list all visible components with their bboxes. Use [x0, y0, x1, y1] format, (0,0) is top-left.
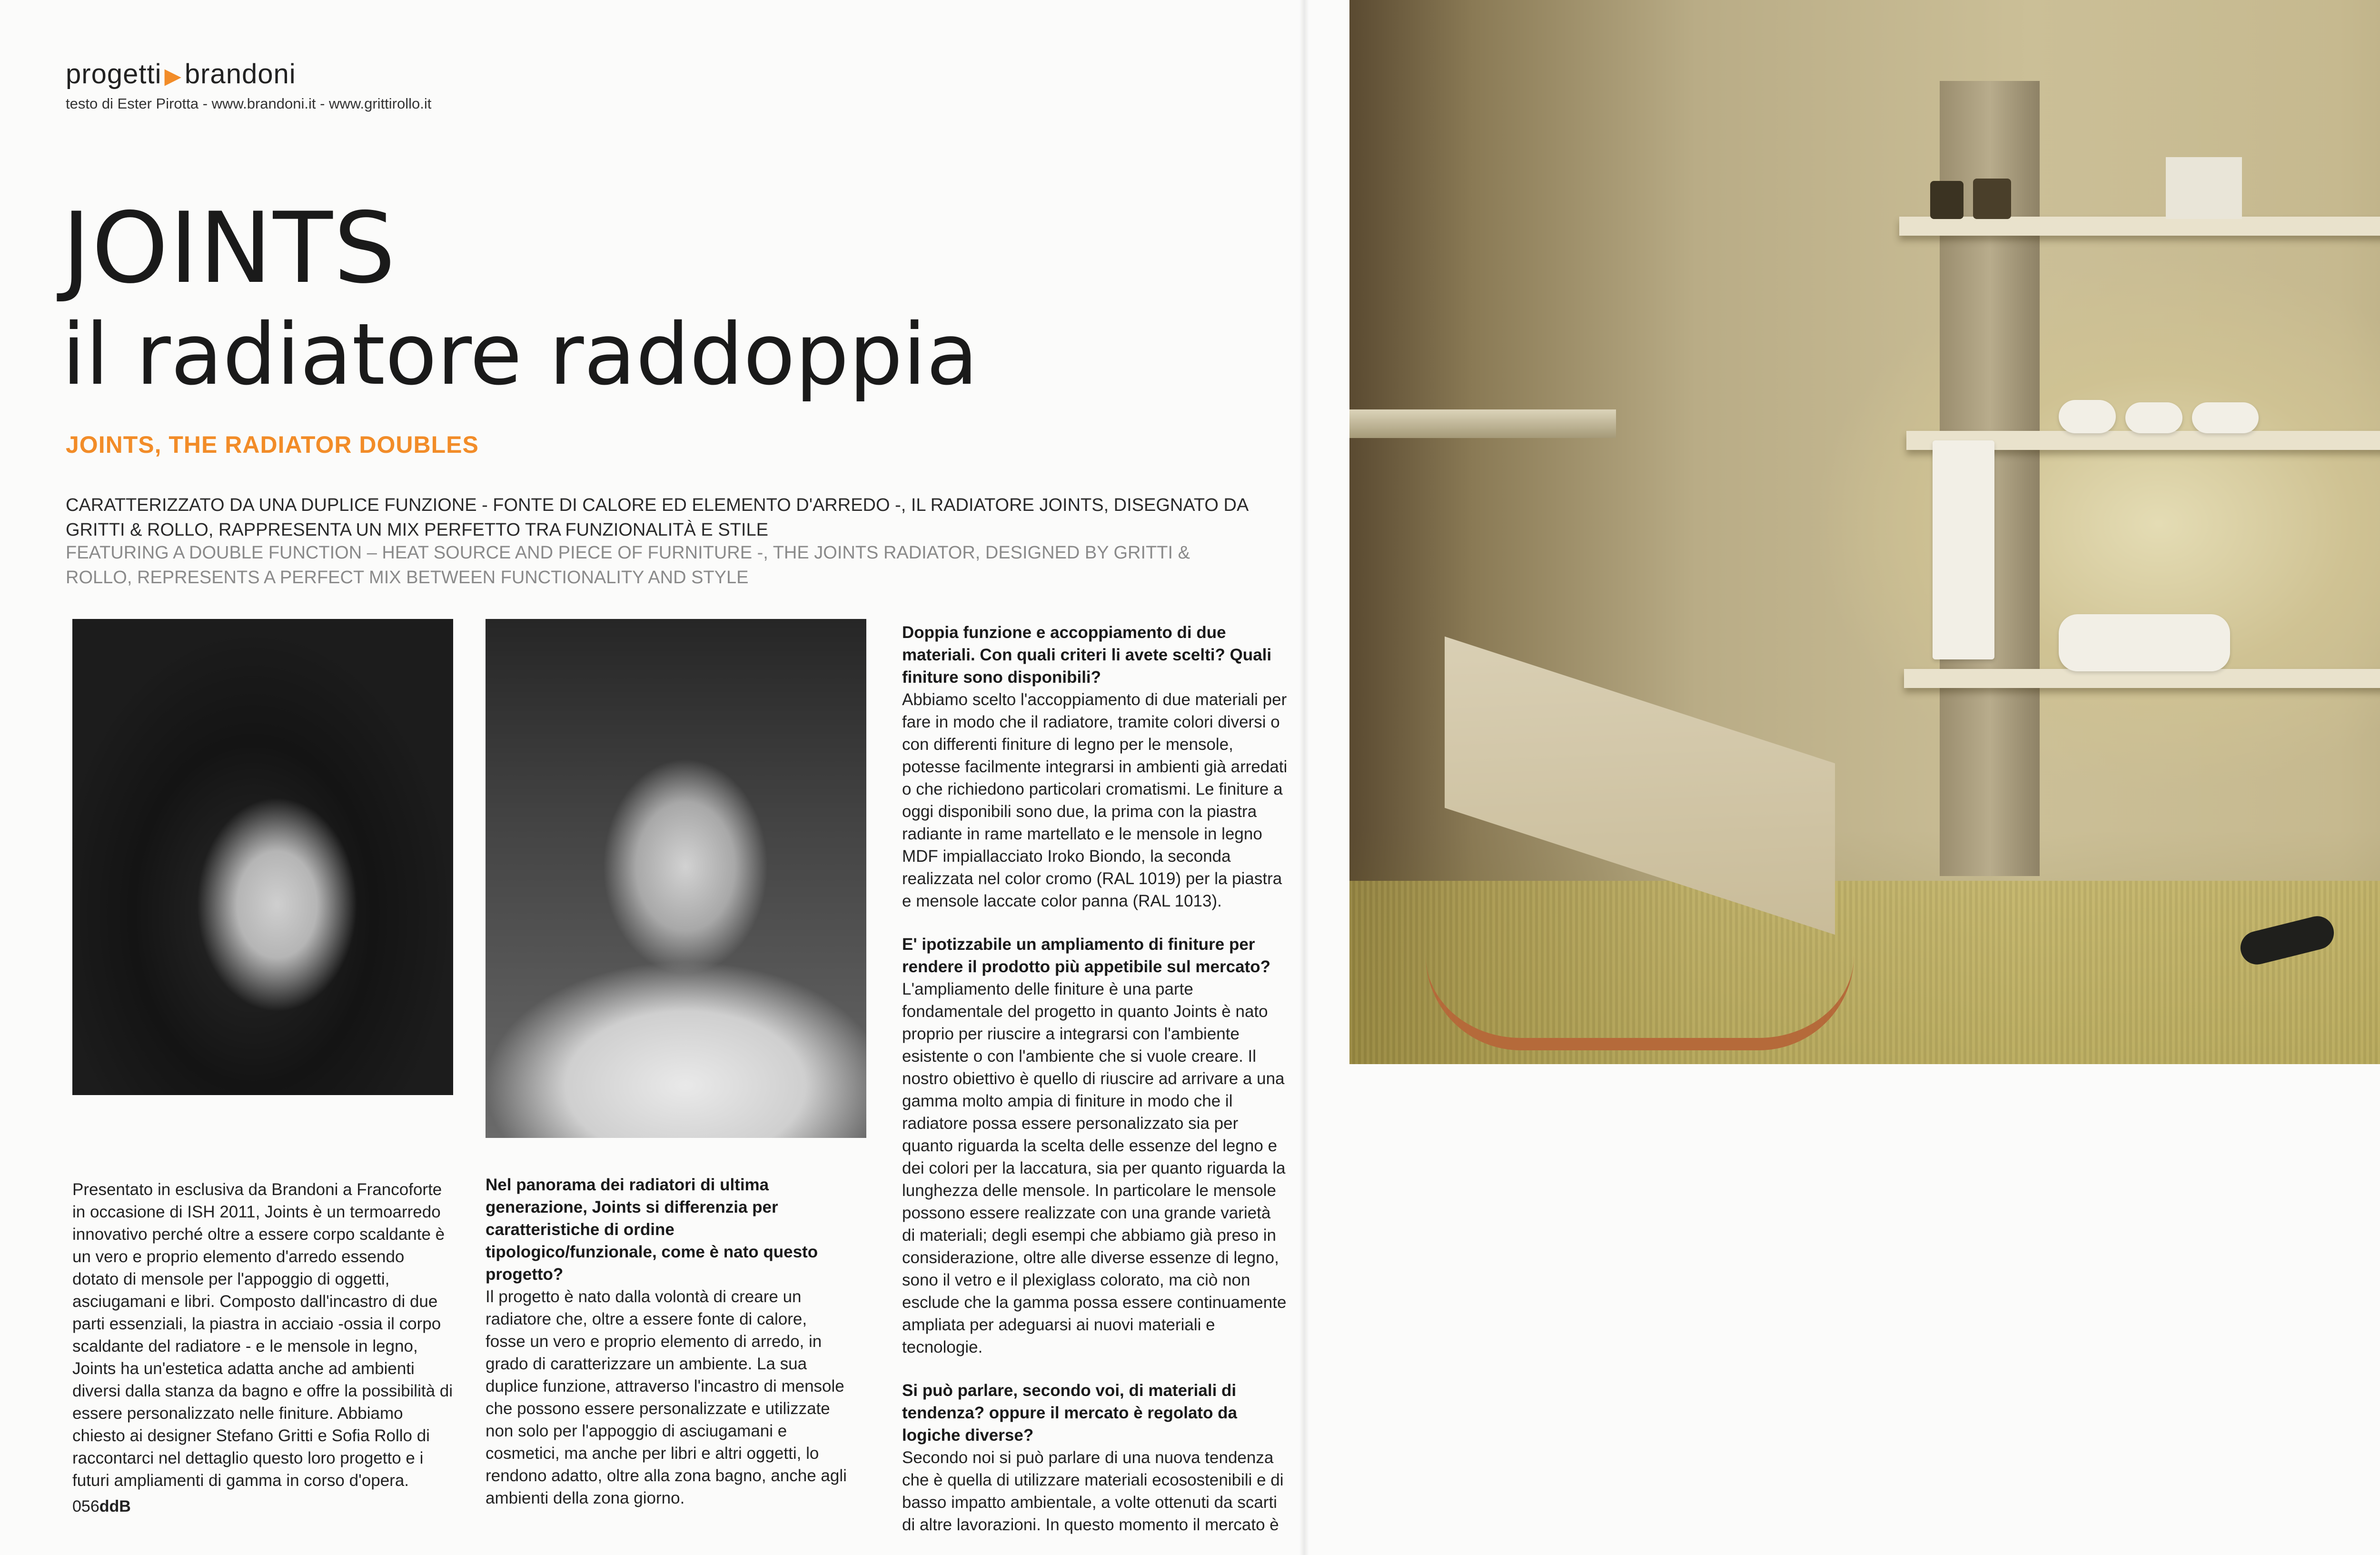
shelf-top: [1899, 217, 2380, 236]
rolled-towel: [2059, 400, 2116, 433]
page-folio-left: [72, 1497, 131, 1516]
headline-line-1: JOINTS: [62, 192, 397, 305]
answer-4: Secondo noi si può parlare di una nuova tendenza che è quella di utilizzare materiali ecosostenibili e di basso impatto ambientale, a volte ottenuti da scarti di altre lavorazioni. In questo momento il mercato è: [902, 1448, 1284, 1534]
lead-italian: CARATTERIZZATO DA UNA DUPLICE FUNZIONE - FONTE DI CALORE ED ELEMENTO D'ARREDO -, IL RADIATORE JOINTS, DISEGNATO DA GRITTI & ROLLO, RAPPRESENTA UN MIX PERFETTO TRA FUNZIONALITÀ E STILE: [66, 495, 1248, 540]
answer-1: Il progetto è nato dalla volontà di creare un radiatore che, oltre a essere fonte di calore, fosse un vero e proprio elemento di arredo, in grado di caratterizzare un ambiente. La sua duplice funzione, attraverso l'incastro di mensole che possono essere personalizzate e utilizzate non solo per l'appoggio di asciugamani e cosmetici, ma anche per libri e altri oggetti, lo rendono adatto, oltre alla zona bagno, anche agli ambienti della zona giorno.: [486, 1287, 847, 1507]
portrait-sofia-rollo: [72, 619, 453, 1095]
intro-paragraph: Presentato in esclusiva da Brandoni a Francoforte in occasione di ISH 2011, Joints è un termoarredo innovativo perché oltre a essere corpo scaldante è un vero e proprio elemento d'arredo essendo dotato di mensole per l'appoggio di oggetti, asciugamani e libri. Composto dall'incastro di due parti essenziali, la piastra in acciaio -ossia il corpo scaldante del radiatore - e le mensole in legno, Joints ha un'estetica adatta anche ad ambienti diversi dalla stanza da bagno e offre la possibilità di essere personalizzato nelle finiture. Abbiamo chiesto ai designer Stefano Gritti e Sofia Rollo di raccontarci nel dettaglio questo loro progetto e i futuri ampliamenti di gamma in corso d'opera.: [72, 1180, 453, 1490]
plant-pot: [2166, 157, 2242, 219]
rolled-towel: [2125, 402, 2182, 433]
right-page: [1304, 0, 2380, 1555]
qa-block-3: [902, 933, 1288, 1358]
hanging-towel: [1933, 440, 1994, 659]
product-photo-joints-radiator: [1349, 0, 2380, 1064]
answer-3: L'ampliamento delle finiture è una parte fondamentale del progetto in quanto Joints è nato proprio per riuscire a integrarsi con l'ambiente esistente o con l'ambiente che si vuole creare. Il nostro obiettivo è quello di riuscire ad arrivare a una gamma molto ampia di finiture in modo che il radiatore possa essere personalizzato sia per quanto riguarda la scelta delle essenze del legno e dei colori per la laccatura, sia per quanto riguarda la lunghezza delle mensole. In particolare le mensole possono essere realizzate con una grande varietà di materiali; degli esempi che abbiamo già preso in considerazione, oltre alle diverse essenze di legno, sono il vetro e il plexiglass colorato, ma ciò non esclude che la gamma possa essere continuamente ampliata per adeguarsi ai nuovi materiali e tecnologie.: [902, 980, 1287, 1356]
rolled-towel: [2192, 402, 2259, 433]
lounger-frame: [1426, 809, 1854, 1050]
intro-column: [72, 1178, 453, 1492]
brand-label: brandoni: [184, 59, 296, 90]
section-label: progetti: [66, 59, 162, 90]
cup: [1973, 179, 2011, 219]
question-2: Doppia funzione e accoppiamento di due materiali. Con quali criteri li avete scelti? Quali finiture sono disponibili?: [902, 623, 1272, 687]
interview-column-2: [902, 621, 1288, 1536]
english-subtitle: JOINTS, THE RADIATOR DOUBLES: [66, 431, 479, 458]
lead-english: FEATURING A DOUBLE FUNCTION – HEAT SOURCE AND PIECE OF FURNITURE -, THE JOINTS RADIATOR, DESIGNED BY GRITTI & ROLLO, REPRESENTS A PERFECT MIX BETWEEN FUNCTIONALITY AND STYLE: [66, 543, 1190, 588]
article-credit: testo di Ester Pirotta - www.brandoni.it - www.grittirollo.it: [66, 95, 432, 112]
magazine-mark: ddB: [99, 1497, 131, 1515]
section-header: [66, 58, 296, 90]
question-3: E' ipotizzabile un ampliamento di finiture per rendere il prodotto più appetibile sul mercato?: [902, 935, 1270, 976]
page-number-left: 056: [72, 1497, 99, 1515]
headline-line-2: il radiatore raddoppia: [62, 305, 978, 404]
question-1: Nel panorama dei radiatori di ultima generazione, Joints si differenzia per caratteristiche di ordine tipologico/funzionale, come è nato questo progetto?: [486, 1176, 818, 1284]
glass-partition-rail: [1349, 409, 1616, 438]
question-4: Si può parlare, secondo voi, di materiali di tendenza? oppure il mercato è regolato da logiche diverse?: [902, 1381, 1238, 1445]
section-arrow-icon: ▶: [164, 63, 182, 88]
qa-block-4: [902, 1379, 1288, 1536]
shelf-bottom: [1904, 669, 2380, 688]
portrait-stefano-gritti: [486, 619, 866, 1138]
answer-2: Abbiamo scelto l'accoppiamento di due materiali per fare in modo che il radiatore, tramite colori diversi o con differenti finiture di legno per le mensole, potesse facilmente integrarsi in ambienti già arredati o che richiedono particolari cromatismi. Le finiture a oggi disponibili sono due, la prima con la piastra radiante in rame martellato e le mensole in legno MDF impiallacciato Iroko Biondo, la seconda realizzata nel color cromo (RAL 1019) per la piastra e mensole laccate color panna (RAL 1013).: [902, 690, 1288, 910]
cup: [1930, 181, 1964, 219]
spine-fold: [1299, 0, 1309, 1555]
folded-bathrobe: [2059, 614, 2230, 671]
interview-column-1: [486, 1174, 847, 1509]
